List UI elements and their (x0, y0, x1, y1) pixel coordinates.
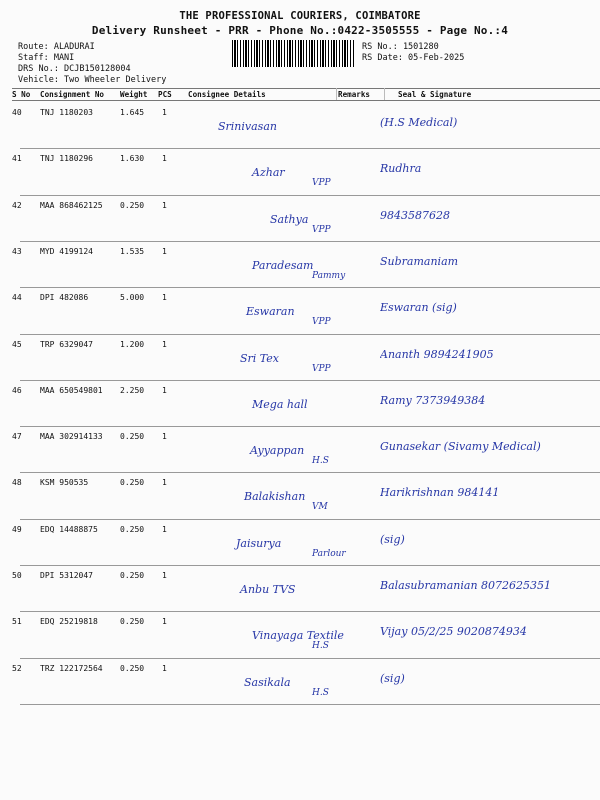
table-row (12, 472, 600, 518)
cell-consignment-no: DPI 482086 (40, 293, 89, 303)
handwritten-signature: Subramaniam (380, 254, 459, 268)
handwritten-signature: Ananth 9894241905 (380, 347, 494, 361)
barcode (232, 40, 354, 67)
cell-sno: 51 (12, 617, 22, 627)
cell-sno: 52 (12, 663, 22, 673)
drs-no: DRS No.: DCJB150128004 (18, 64, 131, 74)
handwritten-remark: Pammy (312, 270, 346, 281)
cell-weight: 0.250 (120, 617, 145, 627)
handwritten-remark: VPP (312, 178, 331, 189)
cell-sno: 44 (12, 293, 22, 303)
staff: Staff: MANI (18, 53, 75, 63)
handwritten-consignee: Sathya (270, 212, 309, 226)
table-row (12, 241, 600, 287)
handwritten-remark: H.S (312, 456, 329, 467)
table-row (12, 426, 600, 472)
col-weight: Weight (120, 90, 148, 99)
cell-weight: 1.645 (120, 108, 145, 117)
handwritten-consignee: Paradesam (252, 258, 314, 272)
handwritten-consignee: Eswaran (246, 305, 295, 319)
cell-consignment-no: TNJ 1180203 (40, 108, 93, 117)
cell-weight: 5.000 (120, 293, 145, 303)
cell-pcs: 1 (162, 571, 167, 580)
handwritten-signature: Eswaran (sig) (380, 301, 457, 315)
handwritten-signature: 9843587628 (380, 208, 450, 222)
cell-sno: 50 (12, 571, 22, 580)
handwritten-consignee: Ayyappan (250, 444, 305, 458)
cell-consignment-no: MAA 868462125 (40, 200, 103, 210)
col-sno: S No (12, 90, 31, 99)
col-consignee: Consignee Details (188, 90, 266, 99)
cell-weight: 1.200 (120, 339, 145, 349)
cell-sno: 48 (12, 478, 22, 488)
cell-pcs: 1 (162, 663, 167, 673)
col-seal-signature: Seal & Signature (398, 90, 472, 99)
col-pcs: PCS (158, 90, 172, 99)
meta-left (18, 42, 166, 86)
route: Route: ALADURAI (18, 42, 95, 52)
handwritten-remark: VM (312, 502, 328, 513)
cell-pcs: 1 (162, 293, 167, 303)
handwritten-remark: H.S (312, 687, 329, 698)
cell-pcs: 1 (162, 154, 167, 164)
table-row (12, 287, 600, 333)
cell-pcs: 1 (162, 385, 167, 395)
cell-consignment-no: MAA 302914133 (40, 432, 103, 442)
handwritten-remark: VPP (312, 317, 331, 328)
handwritten-signature: (sig) (380, 671, 405, 685)
cell-weight: 1.630 (120, 154, 145, 164)
cell-sno: 49 (12, 524, 22, 534)
handwritten-signature: Harikrishnan 984141 (380, 486, 500, 500)
cell-sno: 41 (12, 154, 22, 164)
cell-pcs: 1 (162, 432, 167, 442)
handwritten-signature: Vijay 05/2/25 9020874934 (380, 625, 527, 639)
cell-pcs: 1 (162, 246, 167, 256)
handwritten-remark: VPP (312, 224, 331, 235)
cell-sno: 46 (12, 385, 22, 395)
handwritten-consignee: Mega hall (252, 397, 308, 411)
cell-pcs: 1 (162, 478, 167, 488)
handwritten-consignee: Jaisurya (236, 536, 282, 550)
cell-consignment-no: MAA 650549801 (40, 385, 103, 395)
handwritten-signature: Ramy 7373949384 (380, 393, 486, 407)
handwritten-consignee: Anbu TVS (240, 583, 296, 596)
cell-pcs: 1 (162, 200, 167, 210)
cell-consignment-no: MYD 4199124 (40, 246, 93, 256)
table-row (12, 148, 600, 194)
cell-consignment-no: TRZ 122172564 (40, 663, 103, 673)
cell-weight: 0.250 (120, 663, 145, 673)
handwritten-remark: H.S (312, 641, 329, 652)
cell-sno: 43 (12, 246, 22, 256)
table-row (12, 102, 600, 148)
cell-weight: 0.250 (120, 200, 145, 210)
company-title: THE PROFESSIONAL COURIERS, COIMBATORE (179, 10, 421, 22)
handwritten-consignee: Sri Tex (240, 351, 280, 365)
handwritten-remark: VPP (312, 363, 331, 374)
cell-sno: 40 (12, 108, 22, 117)
handwritten-consignee: Sasikala (244, 675, 291, 689)
handwritten-consignee: Vinayaga Textile (252, 629, 344, 643)
row-divider (20, 704, 600, 705)
cell-weight: 0.250 (120, 571, 145, 580)
cell-pcs: 1 (162, 524, 167, 534)
table-row (12, 611, 600, 657)
cell-weight: 1.535 (120, 246, 145, 256)
cell-consignment-no: TNJ 1180296 (40, 154, 93, 164)
handwritten-signature: (H.S Medical) (380, 116, 458, 129)
handwritten-consignee: Azhar (252, 166, 285, 180)
cell-weight: 2.250 (120, 385, 145, 395)
delivery-table (12, 88, 600, 698)
table-row (12, 195, 600, 241)
cell-sno: 42 (12, 200, 22, 210)
cell-weight: 0.250 (120, 432, 145, 442)
handwritten-signature: Rudhra (380, 162, 422, 176)
cell-weight: 0.250 (120, 478, 145, 488)
table-row (12, 519, 600, 565)
cell-pcs: 1 (162, 617, 167, 627)
handwritten-remark: Parlour (312, 548, 346, 559)
meta-right (362, 42, 464, 64)
cell-sno: 45 (12, 339, 22, 349)
handwritten-signature: Gunasekar (Sivamy Medical) (380, 440, 541, 454)
runsheet-title: Delivery Runsheet - PRR - Phone No.:0422-3505555 - Page No.:4 (91, 24, 509, 37)
table-row (12, 658, 600, 704)
handwritten-consignee: Balakishan (244, 490, 306, 504)
col-consignment: Consignment No (40, 90, 105, 99)
cell-weight: 0.250 (120, 524, 145, 534)
cell-consignment-no: EDQ 25219818 (40, 617, 98, 627)
cell-consignment-no: DPI 5312047 (40, 571, 93, 580)
table-header (12, 88, 600, 100)
handwritten-signature: (sig) (380, 532, 405, 546)
cell-consignment-no: TRP 6329047 (40, 339, 93, 349)
cell-consignment-no: KSM 950535 (40, 478, 89, 488)
table-row (12, 565, 600, 611)
rs-no: RS No.: 1501280 (362, 42, 439, 52)
table-row (12, 380, 600, 426)
cell-sno: 47 (12, 432, 22, 442)
cell-pcs: 1 (162, 108, 167, 117)
table-row (12, 334, 600, 380)
handwritten-consignee: Srinivasan (218, 120, 277, 133)
handwritten-signature: Balasubramanian 8072625351 (380, 579, 552, 592)
rs-date: RS Date: 05-Feb-2025 (362, 53, 465, 63)
cell-pcs: 1 (162, 339, 167, 349)
cell-consignment-no: EDQ 14488875 (40, 524, 98, 534)
vehicle: Vehicle: Two Wheeler Delivery (18, 75, 167, 85)
col-remarks: Remarks (338, 90, 371, 99)
